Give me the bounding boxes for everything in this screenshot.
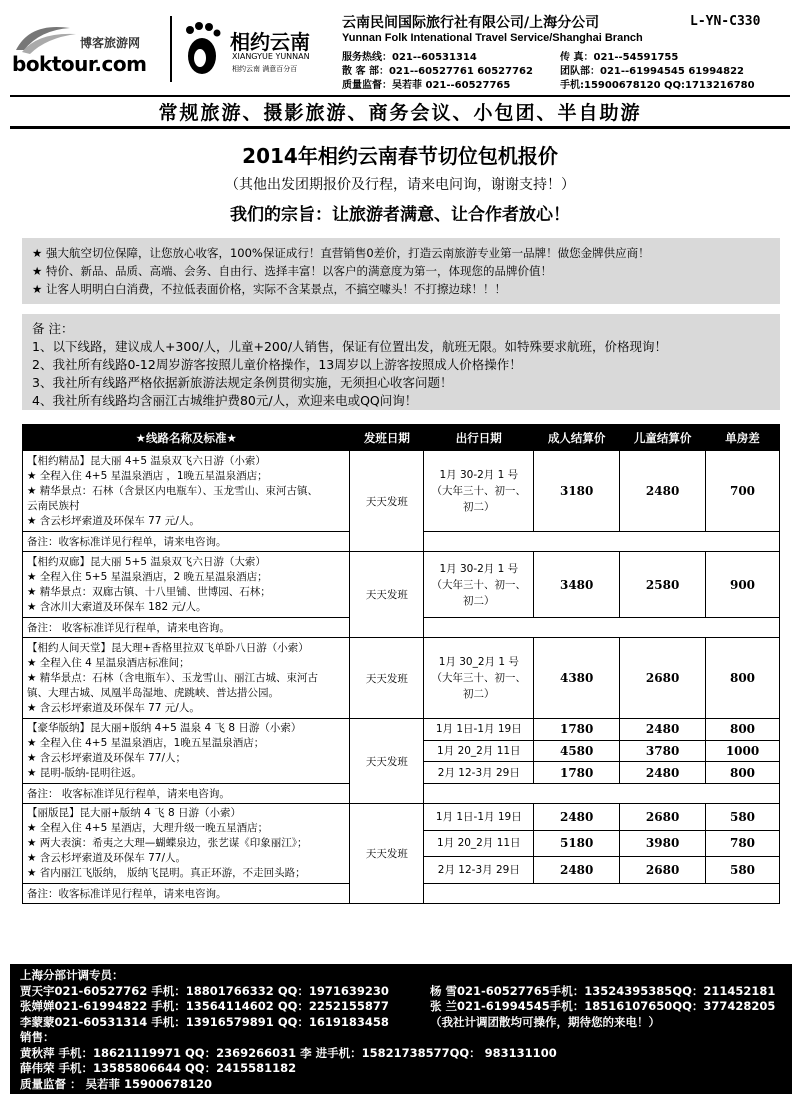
- route-description: [23, 451, 350, 532]
- company-name-cn: 云南民间国际旅行社有限公司/上海分公司: [342, 15, 600, 31]
- adult-price: 1780: [534, 762, 620, 784]
- depart-frequency: 天天发班: [350, 552, 424, 638]
- contact-quality: 质量监督：吴若菲 021--60527765: [342, 80, 511, 91]
- route-line: ★ 精华景点：双廊古镇、十八里铺、世博园、石林；: [27, 585, 271, 598]
- promises-box: [22, 238, 780, 304]
- adult-price: 2480: [534, 804, 620, 831]
- single-price: 780: [706, 830, 780, 857]
- note-filler: [424, 618, 780, 638]
- child-price: 2580: [620, 552, 706, 618]
- logo2-en: XIANGYUE YUNNAN: [232, 52, 310, 61]
- logo-brand-text: boktour.com: [12, 52, 147, 76]
- page-subtitle: （其他出发团期报价及行程，请来电问询，谢谢支持！）: [225, 177, 575, 193]
- table-header-row: [23, 425, 780, 451]
- promise-item: ★ 特价、新品、品质、高端、会务、自由行、选择丰富！以客户的满意度为第一，体现您的品牌价值！: [32, 264, 552, 278]
- route-note: 备注：收客标准详见行程单，请来电咨询。: [23, 532, 350, 552]
- child-price: 2680: [620, 857, 706, 884]
- child-price: 2480: [620, 762, 706, 784]
- note-item: 3、我社所有线路严格依据新旅游法规定条例贯彻实施，无须担心收客问题！: [32, 375, 453, 390]
- quality-supervisor: 质量监督 ： 吴若菲 15900678120: [20, 1076, 213, 1091]
- travel-date: 1月 1日-1月 19日: [424, 719, 534, 741]
- staff-contact: 张婵婵021-61994822 手机：13564114602 QQ：2252155877: [20, 999, 389, 1013]
- contact-mobile-qq: 手机:15900678120 QQ:1713216780: [560, 80, 755, 91]
- contact-info: [342, 51, 792, 93]
- route-line: ★ 全程入住 4 星温泉酒店标准间；: [27, 656, 190, 669]
- route-description: [23, 804, 350, 884]
- single-price: 800: [706, 762, 780, 784]
- route-description: [23, 719, 350, 784]
- route-line: ★ 含云杉坪索道及环保车 77 元/人。: [27, 701, 200, 714]
- contact-hotline: 服务热线：021--60531314: [342, 52, 477, 63]
- child-price: 2480: [620, 719, 706, 741]
- promise-item: ★ 让客人明明白白消费，不拉低表面价格，实际不含某景点，不搞空噱头！不打擦边球！！！: [32, 282, 506, 296]
- header-rule-bottom: [10, 126, 790, 129]
- route-note: 备注： 收客标准详见行程单，请来电咨询。: [23, 784, 350, 804]
- notes-title: 备 注：: [32, 321, 74, 336]
- boktour-logo: [10, 20, 160, 80]
- adult-price: 4380: [534, 638, 620, 719]
- adult-price: 5180: [534, 830, 620, 857]
- contact-individual-dept: 散 客 部：021--60527761 60527762: [342, 66, 533, 77]
- services-banner: 常规旅游、摄影旅游、商务会议、小包团、半自助游: [158, 102, 642, 124]
- logo2-cn: 相约云南: [230, 30, 310, 54]
- note-filler: [424, 784, 780, 804]
- table-row: [23, 719, 780, 741]
- col-depart: 发班日期: [350, 425, 424, 451]
- col-adult-price: 成人结算价: [534, 425, 620, 451]
- travel-date: 1月 20_2月 11日: [424, 830, 534, 857]
- route-line: ★ 全程入住 4+5 星温泉酒店 ，1晚五星温泉酒店；: [27, 469, 268, 482]
- page-title: 2014年相约云南春节切位包机报价: [242, 144, 558, 168]
- depart-frequency: 天天发班: [350, 638, 424, 719]
- staff-contact: 李蒙蒙021-60531314 手机：13916579891 QQ：1619183458: [20, 1014, 389, 1029]
- travel-date: 1月 30-2月 1 号 （大年三十、初一、初二）: [424, 451, 534, 532]
- adult-price: 2480: [534, 857, 620, 884]
- route-line: ★ 含云杉坪索道及环保车 77 元/人。: [27, 514, 200, 527]
- child-price: 3780: [620, 740, 706, 762]
- note-filler: [424, 532, 780, 552]
- col-child-price: 儿童结算价: [620, 425, 706, 451]
- route-line: ★ 全程入住 4+5 星温泉酒店，1晚五星温泉酒店；: [27, 737, 265, 749]
- travel-date: 1月 20_2月 11日: [424, 740, 534, 762]
- motto: 我们的宗旨：让旅游者满意、让合作者放心！: [230, 205, 570, 225]
- single-price: 580: [706, 857, 780, 884]
- logo2-tag: 相约云南 满意百分百: [232, 65, 298, 73]
- single-price: 1000: [706, 740, 780, 762]
- depart-frequency: 天天发班: [350, 719, 424, 804]
- travel-date: 1月 30-2月 1 号 （大年三十、初一、初二）: [424, 552, 534, 618]
- route-line: ★ 两大表演：希夷之大理—蝴蝶泉边，张艺谋《印象丽江》；: [27, 837, 308, 849]
- header-divider: [170, 16, 172, 82]
- col-single-supplement: 单房差: [706, 425, 780, 451]
- col-route: ★线路名称及标准★: [23, 425, 350, 451]
- col-travel-date: 出行日期: [424, 425, 534, 451]
- staff-contact: 贾天宇021-60527762 手机：18801766332 QQ：1971639230: [20, 983, 389, 998]
- footer-contacts: [10, 964, 792, 1094]
- route-line: ★ 含云杉坪索道及环保车 77/人；: [27, 752, 186, 764]
- route-line: ★ 精华景点：石林（含电瓶车）、玉龙雪山、丽江古城、束河古: [27, 671, 318, 684]
- child-price: 3980: [620, 830, 706, 857]
- depart-frequency: 天天发班: [350, 451, 424, 552]
- header-rule-top: [10, 95, 790, 97]
- note-item: 1、以下线路，建议成人+300/人，儿童+200/人销售，保证有位置出发，航班无限。如特殊要求航班，价格现询！: [32, 339, 668, 354]
- note-item: 2、我社所有线路0-12周岁游客按照儿童价格操作，13周岁以上游客按照成人价格操作！: [32, 357, 522, 372]
- globe-swoosh-icon: [10, 20, 80, 56]
- promise-item: ★ 强大航空切位保障，让您放心收客，100%保证成行！直营销售0差价，打造云南旅游专业第一品牌！做您金牌供应商！: [32, 246, 650, 260]
- sales-contact: 薛伟荣 手机：13585806644 QQ：2415581182: [20, 1061, 297, 1075]
- staff-contact: 张 兰021-61994545手机：18516107650QQ：377428205: [430, 999, 776, 1013]
- route-line: 【相约双廊】昆大丽 5+5 温泉双飞六日游（大索）: [27, 555, 266, 568]
- logo-sub-text: 博客旅游网: [80, 36, 141, 50]
- travel-date: 2月 12-3月 29日: [424, 762, 534, 784]
- single-price: 900: [706, 552, 780, 618]
- note-item: 4、我社所有线路均含丽江古城维护费80元/人，欢迎来电或QQ问询！: [32, 393, 418, 408]
- route-line: 【相约精品】昆大丽 4+5 温泉双飞六日游（小索）: [27, 454, 266, 467]
- route-line: 【豪华版纳】昆大丽+版纳 4+5 温泉 4 飞 8 日游（小索）: [27, 722, 302, 734]
- route-note: 备注：收客标准详见行程单，请来电咨询。: [23, 884, 350, 904]
- single-price: 800: [706, 638, 780, 719]
- xiangyue-logo: [182, 20, 332, 80]
- price-table: [22, 424, 780, 904]
- route-line: ★ 省内丽江飞版纳， 版纳飞昆明。真正环游，不走回头路；: [27, 867, 306, 879]
- sales-contact: 黄秋萍 手机：18621119971 QQ：2369266031 李 进手机：15821738577QQ： 983131100: [20, 1045, 557, 1060]
- company-name-en: Yunnan Folk Intenational Travel Service/Shanghai Branch: [342, 32, 643, 44]
- route-description: [23, 638, 350, 719]
- child-price: 2480: [620, 451, 706, 532]
- table-row: [23, 552, 780, 618]
- note-filler: [424, 884, 780, 904]
- child-price: 2680: [620, 638, 706, 719]
- route-note: 备注： 收客标准详见行程单，请来电咨询。: [23, 618, 350, 638]
- child-price: 2680: [620, 804, 706, 831]
- route-line: 镇、大理古城、凤凰半岛湿地、虎跳峡、普达措公园。: [27, 686, 279, 699]
- travel-date: 2月 12-3月 29日: [424, 857, 534, 884]
- route-line: ★ 全程入住 4+5 星酒店，大理升级一晚五星酒店；: [27, 822, 269, 834]
- adult-price: 4580: [534, 740, 620, 762]
- adult-price: 1780: [534, 719, 620, 741]
- table-row: [23, 451, 780, 532]
- single-price: 700: [706, 451, 780, 532]
- route-line: 云南民族村: [27, 499, 80, 512]
- route-line: 【丽版昆】昆大丽+版纳 4 飞 8 日游（小索）: [27, 807, 242, 819]
- depart-frequency: 天天发班: [350, 804, 424, 904]
- route-line: ★ 含冰川大索道及环保车 182 元/人。: [27, 600, 207, 613]
- route-line: ★ 昆明-版纳-昆明往返。: [27, 767, 142, 779]
- single-price: 800: [706, 719, 780, 741]
- table-row: [23, 804, 780, 831]
- notes-box: [22, 314, 780, 410]
- footprint-icon: [182, 20, 226, 78]
- route-line: ★ 全程入住 5+5 星温泉酒店，2 晚五星温泉酒店；: [27, 570, 268, 583]
- staff-contact: 杨 雪021-60527765手机：13524395385QQ：211452181: [430, 983, 776, 998]
- route-line: ★ 精华景点：石林（含景区内电瓶车）、玉龙雪山、束河古镇、: [27, 484, 318, 497]
- adult-price: 3480: [534, 552, 620, 618]
- adult-price: 3180: [534, 451, 620, 532]
- footer-title: 上海分部计调专员：: [20, 968, 124, 982]
- staff-remark: （我社计调团散均可操作，期待您的来电！）: [430, 1014, 660, 1029]
- single-price: 580: [706, 804, 780, 831]
- route-line: 【相约人间天堂】昆大理+香格里拉双飞单卧八日游（小索）: [27, 641, 309, 654]
- travel-date: 1月 30_2月 1 号 （大年三十、初一、初二）: [424, 638, 534, 719]
- contact-fax: 传 真：021--54591755: [560, 52, 679, 63]
- table-row: [23, 638, 780, 719]
- sales-title: 销售：: [20, 1030, 55, 1044]
- travel-date: 1月 1日-1月 19日: [424, 804, 534, 831]
- contact-group-dept: 团队部：021--61994545 61994822: [560, 66, 744, 77]
- route-line: ★ 含云杉坪索道及环保车 77/人。: [27, 852, 186, 864]
- route-code: L-YN-C330: [690, 14, 761, 29]
- route-description: [23, 552, 350, 618]
